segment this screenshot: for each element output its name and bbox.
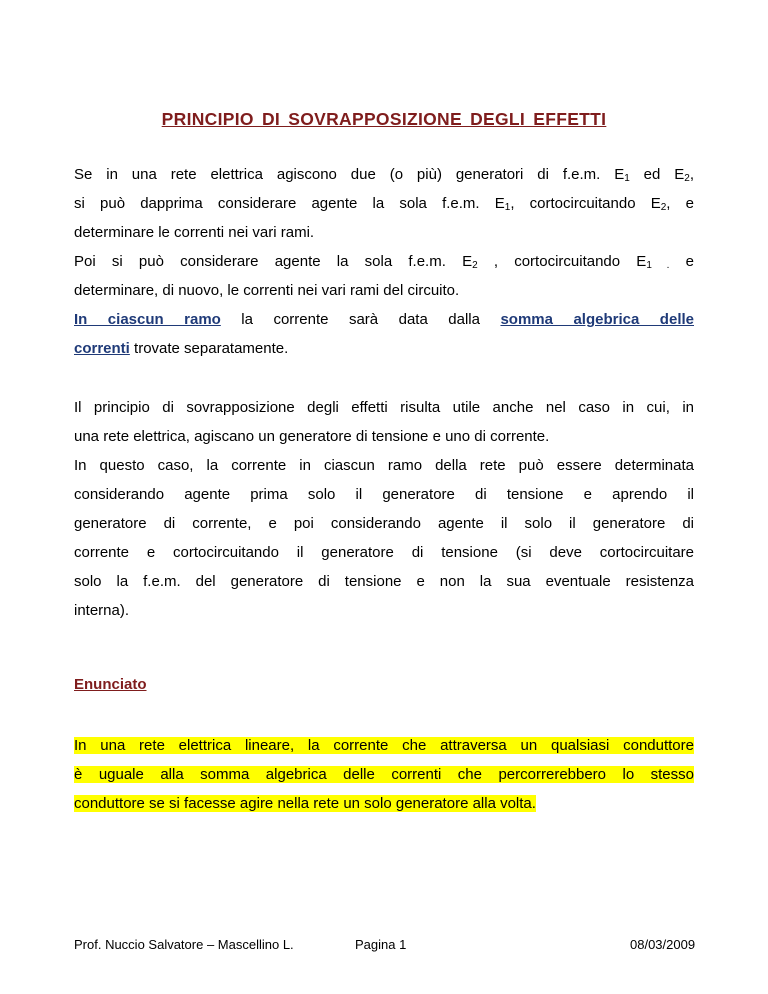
text-line: una rete elettrica, agiscano un generatore di tensione e uno di corrente. — [74, 428, 550, 445]
text-line: Il principio di sovrapposizione degli effetti risulta utile anche nel caso in cui, in — [74, 399, 694, 416]
footer-date: 08/03/2009 — [630, 937, 696, 952]
text-line: In una rete elettrica lineare, la corrente che attraversa un qualsiasi conduttore — [74, 737, 694, 754]
text-line: correnti trovate separatamente. — [74, 340, 289, 357]
emphasis-correnti: correnti — [74, 340, 130, 357]
footer-page-number: Pagina 1 — [355, 937, 407, 952]
usage-paragraph — [74, 393, 694, 625]
text-line: In questo caso, la corrente in ciascun ramo della rete può essere determinata — [74, 457, 694, 474]
enunciato-statement — [74, 731, 694, 818]
text-line: interna). — [74, 602, 130, 619]
page-title: PRINCIPIO DI SOVRAPPOSIZIONE DEGLI EFFETTI — [161, 109, 607, 129]
emphasis-somma-algebrica: somma algebrica delle — [500, 311, 694, 328]
text-line: considerando agente prima solo il generatore di tensione e aprendo il — [74, 486, 694, 503]
section-heading-enunciato: Enunciato — [74, 676, 147, 693]
text-line: conduttore se si facesse agire nella rete un solo generatore alla volta. — [74, 795, 536, 812]
text-line: determinare le correnti nei vari rami. — [74, 224, 315, 241]
text-line: In ciascun ramo la corrente sarà data dalla somma algebrica delle — [74, 311, 694, 328]
text-line: Poi si può considerare agente la sola f.e.m. $E_2$ , cortocircuitando $E_{1 .}$ e — [74, 253, 695, 271]
text-line: si può dapprima considerare agente la sola f.e.m. $E_1$, cortocircuitando $E_2$, e — [74, 195, 694, 213]
text-line: corrente e cortocircuitando il generatore di tensione (si deve cortocircuitare — [74, 544, 694, 561]
text-line: è uguale alla somma algebrica delle correnti che percorrerebbero lo stesso — [74, 766, 694, 783]
footer-author: Prof. Nuccio Salvatore – Mascellino L. — [74, 937, 294, 952]
text-line: generatore di corrente, e poi considerando agente il solo il generatore di — [74, 515, 694, 532]
text-line: determinare, di nuovo, le correnti nei vari rami del circuito. — [74, 282, 460, 299]
text-line: solo la f.e.m. del generatore di tensione e non la sua eventuale resistenza — [74, 573, 694, 590]
text-line: Se in una rete elettrica agiscono due (o più) generatori di f.e.m. $E_1$ ed $E_2$, — [74, 166, 694, 184]
emphasis-in-ciascun-ramo: In ciascun ramo — [74, 311, 221, 328]
intro-paragraph — [74, 160, 694, 363]
